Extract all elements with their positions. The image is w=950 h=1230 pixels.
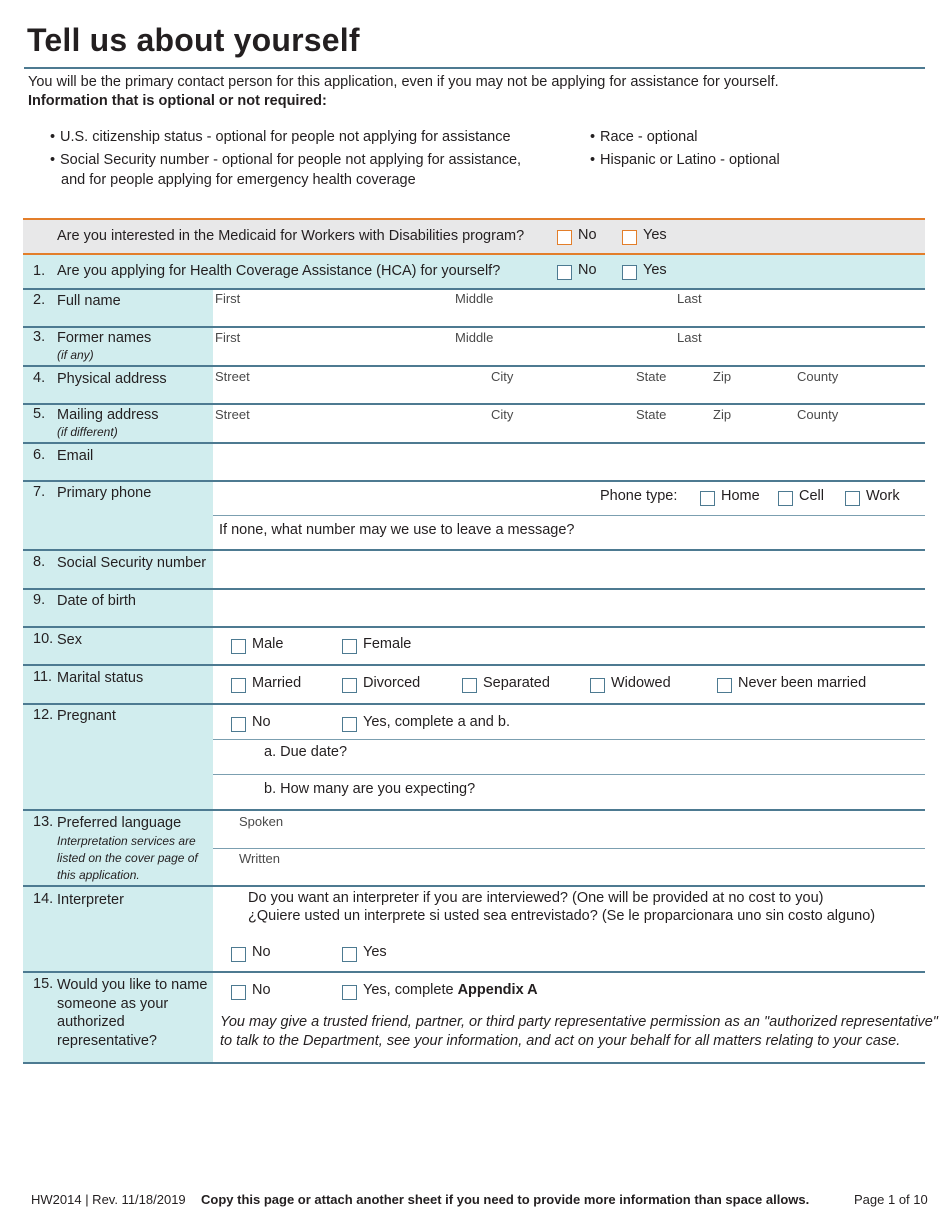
title-divider — [24, 67, 925, 69]
q5-sublabel: (if different) — [57, 425, 118, 439]
full-name-first-label: First — [215, 291, 241, 306]
marital-separated-checkbox[interactable] — [462, 678, 477, 693]
interpreter-no-checkbox[interactable] — [231, 947, 246, 962]
interpreter-yes-checkbox[interactable] — [342, 947, 357, 962]
q15-number: 15. — [33, 976, 54, 992]
phone-cell-label: Cell — [799, 488, 824, 504]
q6-number: 6. — [33, 447, 46, 463]
q10-number: 10. — [33, 631, 54, 647]
bullet-hispanic: • Hispanic or Latino - optional — [590, 152, 780, 168]
q5-label: Mailing address — [57, 407, 159, 423]
auth-rep-yes-checkbox[interactable] — [342, 985, 357, 1000]
marital-divorced-checkbox[interactable] — [342, 678, 357, 693]
rule — [23, 365, 925, 367]
phone-cell-checkbox[interactable] — [778, 491, 793, 506]
sex-female-label: Female — [363, 636, 412, 652]
q14-number: 14. — [33, 891, 54, 907]
rule — [23, 971, 925, 973]
auth-rep-note-2: to talk to the Department, see your information, and act on your behalf for all matters relating to your case. — [220, 1033, 901, 1049]
q5-number: 5. — [33, 406, 46, 422]
mailing-county-label: County — [797, 407, 839, 422]
due-date-prompt: a. Due date? — [264, 744, 348, 760]
q13-note-3: this application. — [57, 868, 140, 882]
q3-label: Former names — [57, 330, 152, 346]
pregnant-yes-checkbox[interactable] — [342, 717, 357, 732]
mailing-city-label: City — [491, 407, 514, 422]
q1-yes-label: Yes — [643, 262, 667, 278]
rule — [23, 664, 925, 666]
rule — [23, 549, 925, 551]
physical-state-label: State — [636, 369, 667, 384]
marital-never-married-label: Never been married — [738, 675, 867, 691]
form-id: HW2014 | Rev. 11/18/2019 — [31, 1192, 186, 1207]
auth-rep-no-label: No — [252, 982, 271, 998]
bullet-ssn-cont: and for people applying for emergency health coverage — [61, 172, 416, 188]
q3-number: 3. — [33, 329, 46, 345]
sex-female-checkbox[interactable] — [342, 639, 357, 654]
physical-zip-label: Zip — [713, 369, 732, 384]
q1-no-label: No — [578, 262, 597, 278]
former-name-first-label: First — [215, 330, 241, 345]
marital-never-married-checkbox[interactable] — [717, 678, 732, 693]
thin-rule — [213, 515, 925, 516]
q8-number: 8. — [33, 554, 46, 570]
q2-number: 2. — [33, 292, 46, 308]
intro-line1: You will be the primary contact person for this application, even if you may not be applying for assistance for yourself. — [28, 74, 779, 90]
bullet-race: • Race - optional — [590, 129, 698, 145]
sex-male-label: Male — [252, 636, 284, 652]
q15-label-4: representative? — [57, 1033, 157, 1049]
appendix-a-ref: Appendix A — [457, 982, 538, 998]
rule — [23, 809, 925, 811]
spoken-language-label: Spoken — [239, 814, 284, 829]
marital-widowed-label: Widowed — [611, 675, 671, 691]
bullet-ssn: • Social Security number - optional for people not applying for assistance, — [50, 152, 522, 168]
q15-label-2: someone as your — [57, 996, 169, 1012]
thin-rule — [213, 739, 925, 740]
marital-divorced-label: Divorced — [363, 675, 421, 691]
rule — [23, 288, 925, 290]
interpreter-question-es: ¿Quiere usted un interprete si usted sea entrevistado? (Se le proparcionara uno sin costo alguno) — [248, 908, 876, 924]
pregnant-no-label: No — [252, 714, 271, 730]
interpreter-yes-label: Yes — [363, 944, 387, 960]
physical-street-label: Street — [215, 369, 250, 384]
sex-male-checkbox[interactable] — [231, 639, 246, 654]
q12-number: 12. — [33, 707, 54, 723]
q1-yes-checkbox[interactable] — [622, 265, 637, 280]
full-name-last-label: Last — [677, 291, 702, 306]
mailing-zip-label: Zip — [713, 407, 732, 422]
medicaid-yes-label: Yes — [643, 227, 667, 243]
physical-city-label: City — [491, 369, 514, 384]
q4-label: Physical address — [57, 371, 167, 387]
rule — [23, 588, 925, 590]
q9-number: 9. — [33, 592, 46, 608]
auth-rep-note-1: You may give a trusted friend, partner, or third party representative permission as an "authorized representative" — [220, 1014, 938, 1030]
thin-rule — [213, 774, 925, 775]
rule — [23, 480, 925, 482]
q2-label: Full name — [57, 293, 121, 309]
q13-number: 13. — [33, 814, 54, 830]
page-title: Tell us about yourself — [27, 22, 360, 58]
rule — [23, 326, 925, 328]
q7-number: 7. — [33, 484, 46, 500]
expecting-count-prompt: b. How many are you expecting? — [264, 781, 476, 797]
marital-married-label: Married — [252, 675, 302, 691]
q15-label-3: authorized — [57, 1014, 125, 1030]
bullet-citizenship: • U.S. citizenship status - optional for people not applying for assistance — [50, 129, 511, 145]
q1-no-checkbox[interactable] — [557, 265, 572, 280]
q11-label: Marital status — [57, 670, 144, 686]
medicaid-no-checkbox[interactable] — [557, 230, 572, 245]
marital-married-checkbox[interactable] — [231, 678, 246, 693]
message-number-prompt: If none, what number may we use to leave a message? — [219, 522, 575, 538]
phone-work-label: Work — [866, 488, 900, 504]
rule — [23, 1062, 925, 1064]
q8-label: Social Security number — [57, 555, 207, 571]
thin-rule — [213, 848, 925, 849]
former-name-last-label: Last — [677, 330, 702, 345]
q12-label: Pregnant — [57, 708, 116, 724]
q14-label: Interpreter — [57, 892, 124, 908]
rule — [23, 403, 925, 405]
phone-work-checkbox[interactable] — [845, 491, 860, 506]
q13-label: Preferred language — [57, 815, 182, 831]
auth-rep-no-checkbox[interactable] — [231, 985, 246, 1000]
marital-separated-label: Separated — [483, 675, 550, 691]
q1-question: Are you applying for Health Coverage Assistance (HCA) for yourself? — [57, 263, 501, 279]
mailing-state-label: State — [636, 407, 667, 422]
q13-note-2: listed on the cover page of — [57, 851, 198, 865]
written-language-label: Written — [239, 851, 280, 866]
medicaid-yes-checkbox[interactable] — [622, 230, 637, 245]
intro-line2: Information that is optional or not required: — [28, 93, 327, 109]
marital-widowed-checkbox[interactable] — [590, 678, 605, 693]
page-number: Page 1 of 10 — [854, 1192, 928, 1207]
former-name-middle-label: Middle — [455, 330, 494, 345]
q7-label: Primary phone — [57, 485, 152, 501]
intro-text — [28, 73, 918, 111]
q10-label: Sex — [57, 632, 82, 648]
phone-type-label: Phone type: — [600, 488, 678, 504]
pregnant-no-checkbox[interactable] — [231, 717, 246, 732]
q9-label: Date of birth — [57, 593, 136, 609]
rule — [23, 885, 925, 887]
interpreter-question-en: Do you want an interpreter if you are interviewed? (One will be provided at no cost to you) — [248, 890, 824, 906]
full-name-middle-label: Middle — [455, 291, 494, 306]
mailing-street-label: Street — [215, 407, 250, 422]
q13-note-1: Interpretation services are — [57, 834, 196, 848]
q4-number: 4. — [33, 370, 46, 386]
q6-label: Email — [57, 448, 94, 464]
phone-home-label: Home — [721, 488, 760, 504]
footer-instruction: Copy this page or attach another sheet if you need to provide more information than space allows. — [201, 1192, 810, 1207]
phone-home-checkbox[interactable] — [700, 491, 715, 506]
medicaid-question: Are you interested in the Medicaid for Workers with Disabilities program? — [57, 228, 525, 244]
q11-number: 11. — [33, 669, 53, 685]
q1-number: 1. — [33, 263, 46, 279]
orange-rule-top — [23, 218, 925, 220]
q15-label-1: Would you like to name — [57, 977, 208, 993]
medicaid-no-label: No — [578, 227, 597, 243]
rule — [23, 703, 925, 705]
pregnant-yes-label: Yes, complete a and b. — [363, 714, 510, 730]
interpreter-no-label: No — [252, 944, 271, 960]
rule — [23, 442, 925, 444]
auth-rep-yes-label: Yes, complete Appendix A — [363, 982, 538, 998]
q3-sublabel: (if any) — [57, 348, 94, 362]
physical-county-label: County — [797, 369, 839, 384]
rule — [23, 626, 925, 628]
